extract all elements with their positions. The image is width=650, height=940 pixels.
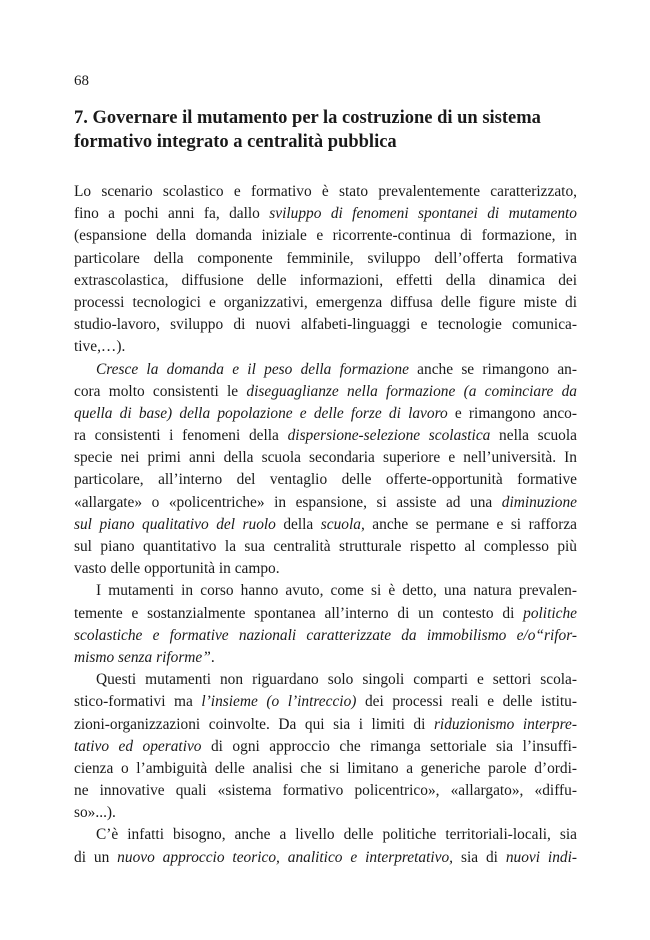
text-segment: studio-lavoro, sviluppo di nuovi alfabeti-linguaggi e tecnologie comunica- [74, 316, 577, 334]
text-line [74, 669, 577, 691]
text-line [74, 492, 577, 514]
text-line [74, 336, 577, 358]
text-segment: processi tecnologici e organizzativi, emergenza diffusa delle figure miste di [74, 293, 577, 311]
italic-text: mismo senza riforme” [74, 648, 211, 666]
text-segment: della [275, 515, 321, 533]
text-line [74, 447, 577, 469]
text-line [74, 758, 577, 780]
body-text [74, 181, 577, 869]
text-segment: particolare, all’interno del ventaglio delle offerte-opportunità formative [74, 471, 577, 489]
italic-text: quella di base) della popolazione e delle forze di lavoro [74, 404, 448, 422]
text-segment: specie nei primi anni della scuola secondaria superiore e nell’università. In [74, 449, 577, 467]
italic-text: scuola, [320, 515, 365, 533]
text-line [74, 691, 577, 713]
text-segment: sul piano quantitativo la sua centralità strutturale rispetto al complesso più [74, 538, 577, 555]
text-segment: (espansione della domanda iniziale e ricorrente-continua di formazione, in [74, 227, 577, 245]
italic-text: diminuzione [501, 493, 577, 511]
text-line [74, 403, 577, 425]
text-segment: di un [74, 848, 118, 866]
italic-text: diseguaglianze nella formazione (a cominciare da [246, 382, 577, 400]
text-line [74, 824, 577, 846]
text-segment: «allargate» o «policentriche» in espansione, si assiste ad una [74, 493, 502, 511]
text-line [74, 225, 577, 247]
text-segment: cora molto consistenti le [74, 382, 247, 400]
italic-text: politiche [523, 604, 577, 622]
italic-text: sul piano qualitativo del ruolo [74, 515, 276, 533]
text-line [74, 314, 577, 336]
text-line [74, 181, 577, 203]
text-segment: C’è infatti bisogno, anche a livello delle politiche territoriali-locali, sia [96, 826, 577, 844]
text-segment: sia di [453, 848, 506, 866]
italic-text: Cresce la domanda e il peso della formazione [96, 360, 409, 378]
text-segment: extrascolastica, diffusione delle informazioni, effetti della dinamica dei [74, 271, 577, 289]
text-segment: particolare della componente femminile, sviluppo dell’offerta formativa [74, 249, 577, 267]
italic-text: scolastiche e formative nazionali caratterizzate da immobilismo e/o“rifor- [74, 626, 577, 644]
text-segment: e rimangono anco- [447, 404, 577, 422]
italic-text: tativo ed operativo [74, 737, 202, 755]
text-line [74, 248, 577, 270]
italic-text: riduzionismo interpre- [433, 715, 577, 733]
text-segment: temente e sostanzialmente spontanea all’interno di un contesto di [74, 604, 524, 622]
text-line [74, 558, 577, 580]
text-line [74, 425, 577, 447]
text-segment: anche se permane e si rafforza [364, 515, 577, 533]
text-line [74, 292, 577, 314]
text-segment: so»...). [74, 804, 116, 822]
chapter-title: 7. Governare il mutamento per la costruzione di un sistema formativo integrato a centralità pubblica [74, 108, 541, 152]
text-line [74, 469, 577, 491]
text-segment: cienza o l’ambiguità delle analisi che si limitano a generiche parole d’ordi- [74, 759, 577, 777]
italic-text: nuovo approccio teorico, analitico e interpretativo, [117, 848, 454, 866]
text-line [74, 359, 577, 381]
text-segment: Questi mutamenti non riguardano solo singoli comparti e settori scola- [96, 671, 577, 689]
italic-text: l’insieme (o l’intreccio) [201, 693, 357, 711]
text-segment: zioni-organizzazioni coinvolte. Da qui sia i limiti di [74, 715, 434, 733]
text-line [74, 203, 577, 225]
italic-text: dispersione-selezione scolastica [287, 427, 491, 445]
text-segment: Lo scenario scolastico e formativo è stato prevalentemente caratterizzato, [74, 183, 577, 200]
text-line [74, 736, 577, 758]
text-segment: stico-formativi ma [74, 693, 202, 711]
text-line [74, 514, 577, 536]
text-segment: tive,…). [74, 338, 126, 356]
page-number: 68 [74, 73, 89, 89]
text-line [74, 625, 577, 647]
text-line [74, 647, 577, 669]
text-line [74, 714, 577, 736]
text-line [74, 270, 577, 292]
text-segment: fino a pochi anni fa, dallo [74, 205, 270, 223]
italic-text: sviluppo di fenomeni spontanei di mutamento [269, 205, 577, 223]
text-segment: . [210, 648, 215, 666]
text-segment: nella scuola [490, 427, 577, 445]
text-line [74, 780, 577, 802]
text-line [74, 802, 577, 824]
text-line [74, 603, 577, 625]
text-segment: vasto delle opportunità in campo. [74, 560, 280, 578]
text-segment: ra consistenti i fenomeni della [74, 427, 288, 445]
text-segment: ne innovative quali «sistema formativo policentrico», «allargato», «diffu- [74, 782, 577, 800]
text-segment: dei processi reali e delle istitu- [356, 693, 577, 711]
text-segment: anche se rimangono an- [408, 360, 577, 378]
text-segment: di ogni approccio che rimanga settoriale sia l’insuffi- [201, 737, 577, 755]
text-line [74, 536, 577, 558]
italic-text: nuovi indi- [505, 848, 577, 866]
text-line [74, 580, 577, 602]
text-segment: I mutamenti in corso hanno avuto, come si è detto, una natura prevalen- [96, 582, 577, 600]
text-line [74, 847, 577, 869]
text-line [74, 381, 577, 403]
